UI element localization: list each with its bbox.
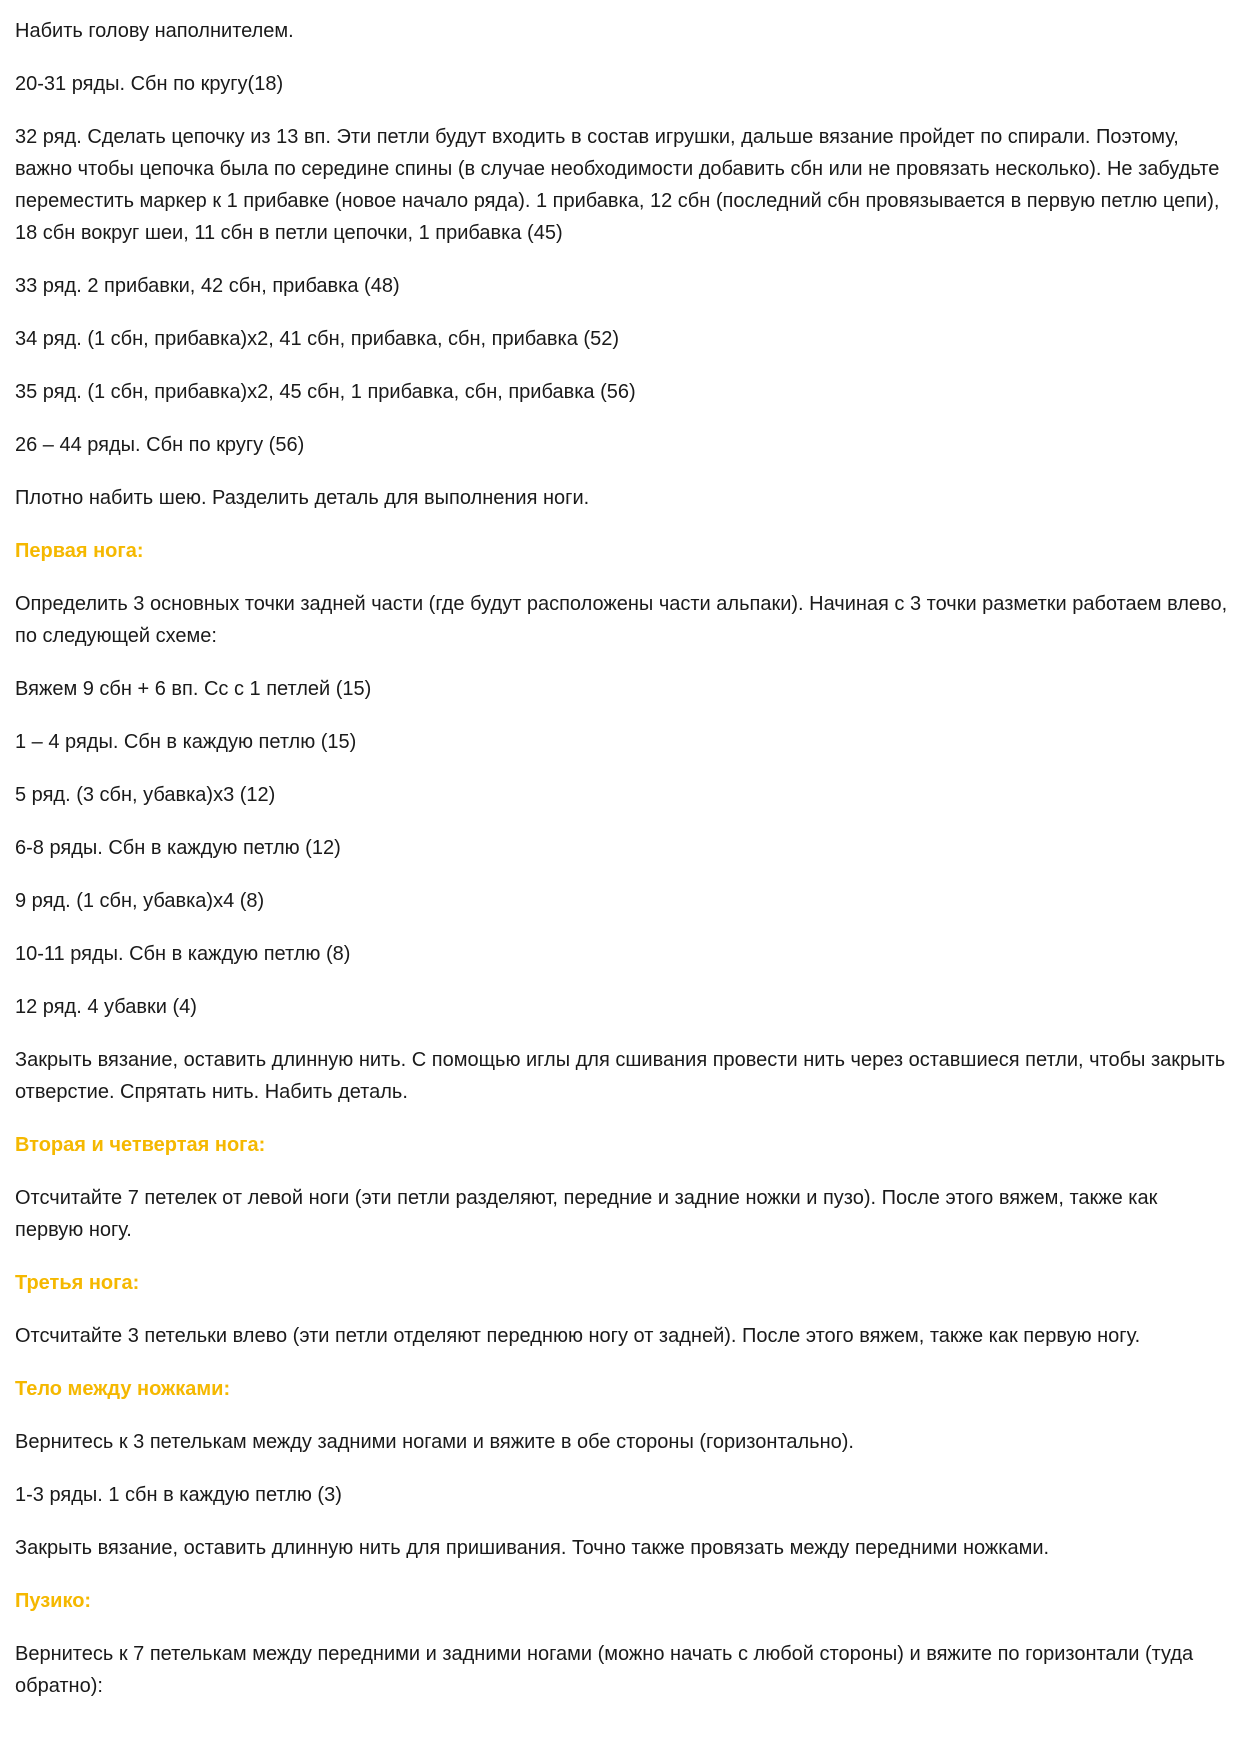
section-heading-third-leg: Третья нога: — [15, 1272, 140, 1294]
paragraph-row-34: 34 ряд. (1 сбн, прибавка)х2, 41 сбн, прибавка, сбн, прибавка (52) — [15, 328, 619, 350]
paragraph-first-leg-rows-6-8: 6-8 ряды. Сбн в каждую петлю (12) — [15, 837, 341, 859]
section-heading-body-between-legs: Тело между ножками: — [15, 1378, 231, 1400]
section-heading-belly: Пузико: — [15, 1590, 92, 1612]
paragraph-second-fourth-leg: Отсчитайте 7 петелек от левой ноги (эти петли разделяют, передние и задние ножки и пузо). После этого вяжем, также как первую ногу. — [15, 1187, 1158, 1241]
paragraph-rows-20-31: 20-31 ряды. Сбн по кругу(18) — [15, 73, 284, 95]
paragraph-first-leg-row-5: 5 ряд. (3 сбн, убавка)х3 (12) — [15, 784, 276, 806]
paragraph-first-leg-intro: Определить 3 основных точки задней части (где будут расположены части альпаки). Начиная с 3 точки разметки работаем влево, по следующей схеме: — [15, 593, 1228, 647]
paragraph-first-leg-row-12: 12 ряд. 4 убавки (4) — [15, 996, 197, 1018]
paragraph-belly: Вернитесь к 7 петелькам между передними и задними ногами (можно начать с любой стороны) и вяжите по горизонтали (туда обратно): — [15, 1643, 1194, 1697]
paragraph-stuff-neck: Плотно набить шею. Разделить деталь для выполнения ноги. — [15, 487, 590, 509]
paragraph-first-leg-rows-10-11: 10-11 ряды. Сбн в каждую петлю (8) — [15, 943, 351, 965]
paragraph-first-leg-rows-1-4: 1 – 4 ряды. Сбн в каждую петлю (15) — [15, 731, 357, 753]
paragraph-row-35: 35 ряд. (1 сбн, прибавка)х2, 45 сбн, 1 прибавка, сбн, прибавка (56) — [15, 381, 636, 403]
section-heading-second-fourth-leg: Вторая и четвертая нога: — [15, 1134, 266, 1156]
paragraph-row-33: 33 ряд. 2 прибавки, 42 сбн, прибавка (48) — [15, 275, 400, 297]
paragraph-first-leg-row-9: 9 ряд. (1 сбн, убавка)х4 (8) — [15, 890, 265, 912]
paragraph-rows-26-44: 26 – 44 ряды. Сбн по кругу (56) — [15, 434, 305, 456]
paragraph-third-leg: Отсчитайте 3 петельки влево (эти петли отделяют переднюю ногу от задней). После этого вяжем, также как первую ногу. — [15, 1325, 1141, 1347]
paragraph-body-between-legs: Вернитесь к 3 петелькам между задними ногами и вяжите в обе стороны (горизонтально). — [15, 1431, 854, 1453]
paragraph-row-32: 32 ряд. Сделать цепочку из 13 вп. Эти петли будут входить в состав игрушки, дальше вязание пройдет по спирали. Поэтому, важно чтобы цепочка была по середине спины (в случае необходимости добавить сбн или не провязать несколько). Не забудьте переместить маркер к 1 прибавке (новое начало ряда). 1 прибавка, 12 сбн (последний сбн провязывается в первую петлю цепи), 18 сбн вокруг шеи, 11 сбн в петли цепочки, 1 прибавка (45) — [15, 126, 1220, 244]
paragraph-first-leg-start: Вяжем 9 сбн + 6 вп. Сс с 1 петлей (15) — [15, 678, 372, 700]
paragraph-body-finish: Закрыть вязание, оставить длинную нить для пришивания. Точно также провязать между передними ножками. — [15, 1537, 1050, 1559]
paragraph-body-rows-1-3: 1-3 ряды. 1 сбн в каждую петлю (3) — [15, 1484, 342, 1506]
section-heading-first-leg: Первая нога: — [15, 540, 144, 562]
paragraph-stuff-head: Набить голову наполнителем. — [15, 20, 294, 42]
document-page — [15, 15, 1230, 1723]
paragraph-first-leg-finish: Закрыть вязание, оставить длинную нить. С помощью иглы для сшивания провести нить через оставшиеся петли, чтобы закрыть отверстие. Спрятать нить. Набить деталь. — [15, 1049, 1226, 1103]
